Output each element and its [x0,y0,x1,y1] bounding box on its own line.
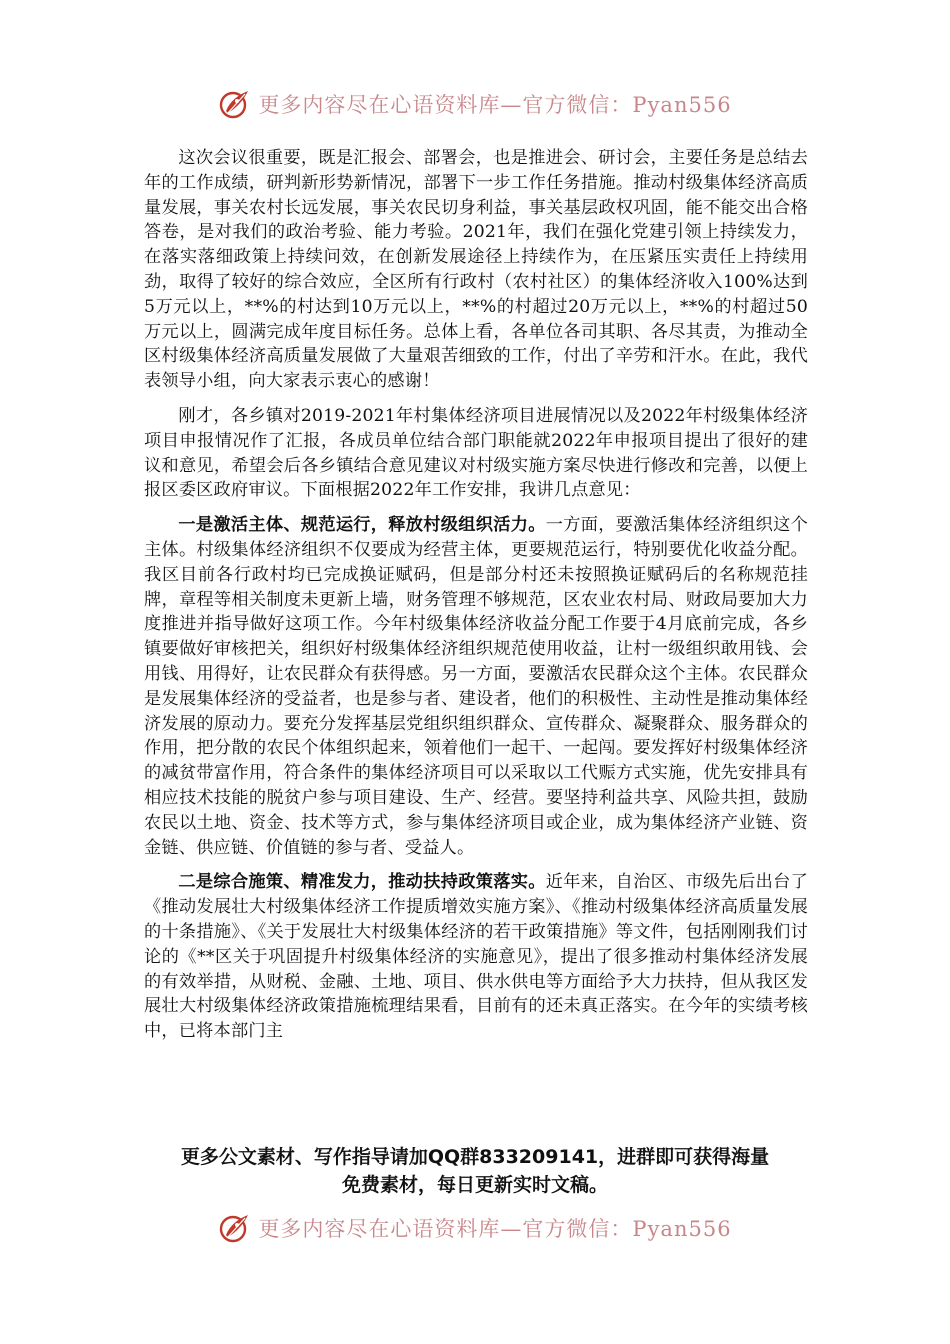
footer-cta-line1: 更多公文素材、写作指导请加QQ群833209141，进群即可获得海量 [180,1146,770,1168]
paragraph-text: 刚才，各乡镇对2019-2021年村集体经济项目进展情况以及2022年村级集体经济项目申报情况作了汇报，各成员单位结合部门职能就2022年申报项目提出了很好的建议和意见，希望会后各乡镇结合意见建议对村级实施方案尽快进行修改和完善，以便上报区委区政府审议。下面根据2022年工作安排，我讲几点意见： [144,405,808,501]
document-body [144,146,808,1054]
paragraph-lead: 一是激活主体、规范运行，释放村级组织活力。 [178,515,546,536]
paragraph-text: 一方面，要激活集体经济组织这个主体。村级集体经济组织不仅要成为经营主体，更要规范运行，特别要优化收益分配。我区目前各行政村均已完成换证赋码，但是部分村还未按照换证赋码后的名称规范挂牌，章程等相关制度未更新上墙，财务管理不够规范，区农业农村局、财政局要加大力度推进并指导做好这项工作。今年村级集体经济收益分配工作要于4月底前完成，各乡镇要做好审核把关，组织好村级集体经济组织规范使用收益，让村一级组织敢用钱、会用钱、用得好，让农民群众有获得感。另一方面，要激活农民群众这个主体。农民群众是发展集体经济的受益者，也是参与者、建设者，他们的积极性、主动性是推动集体经济发展的原动力。要充分发挥基层党组织组织群众、宣传群众、凝聚群众、服务群众的作用，把分散的农民个体组织起来，领着他们一起干、一起闯。要发挥好村级集体经济的减贫带富作用，符合条件的集体经济项目可以采取以工代赈方式实施，优先安排具有相应技术技能的脱贫户参与项目建设、生产、经营。要坚持利益共享、风险共担，鼓励农民以土地、资金、技术等方式，参与集体经济项目或企业，成为集体经济产业链、资金链、供应链、价值链的参与者、受益人。 [144,515,808,858]
header-banner [0,84,950,124]
leaf-pen-logo-icon [218,1211,252,1245]
banner-text: 更多内容尽在心语资料库—官方微信：Pyan556 [258,1217,732,1241]
paragraph [144,146,808,394]
paragraph [144,404,808,503]
paragraph-text: 这次会议很重要，既是汇报会、部署会，也是推进会、研讨会，主要任务是总结去年的工作成绩，研判新形势新情况，部署下一步工作任务措施。推动村级集体经济高质量发展，事关农村长远发展，事关农民切身利益，事关基层政权巩固，能不能交出合格答卷，是对我们的政治考验、能力考验。2021年，我们在强化党建引领上持续发力，在落实落细政策上持续问效，在创新发展途径上持续作为，在压紧压实责任上持续用劲，取得了较好的综合效应，全区所有行政村（农村社区）的集体经济收入100%达到5万元以上，**%的村达到10万元以上，**%的村超过20万元以上，**%的村超过50万元以上，圆满完成年度目标任务。总体上看，各单位各司其职、各尽其责，为推动全区村级集体经济高质量发展做了大量艰苦细致的工作，付出了辛劳和汗水。在此，我代表领导小组，向大家表示衷心的感谢！ [144,148,808,392]
paragraph [144,513,808,860]
footer-cta-line2: 免费素材，每日更新实时文稿。 [341,1174,608,1196]
footer-cta [120,1143,830,1199]
paragraph-text: 近年来，自治区、市级先后出台了《推动发展壮大村级集体经济工作提质增效实施方案》、《推动村级集体经济高质量发展的十条措施》、《关于发展壮大村级集体经济的若干政策措施》等文件，包括刚刚我们讨论的《**区关于巩固提升村级集体经济的实施意见》，提出了很多推动村集体经济发展的有效举措，从财税、金融、土地、项目、供水供电等方面给予大力扶持，但从我区发展壮大村级集体经济政策措施梳理结果看，目前有的还未真正落实。在今年的实绩考核中，已将本部门主 [144,872,808,1042]
paragraph-lead: 二是综合施策、精准发力，推动扶持政策落实。 [178,872,546,893]
leaf-pen-logo-icon [218,87,252,121]
footer-banner [0,1208,950,1248]
paragraph [144,870,808,1044]
banner-text: 更多内容尽在心语资料库—官方微信：Pyan556 [258,93,732,117]
